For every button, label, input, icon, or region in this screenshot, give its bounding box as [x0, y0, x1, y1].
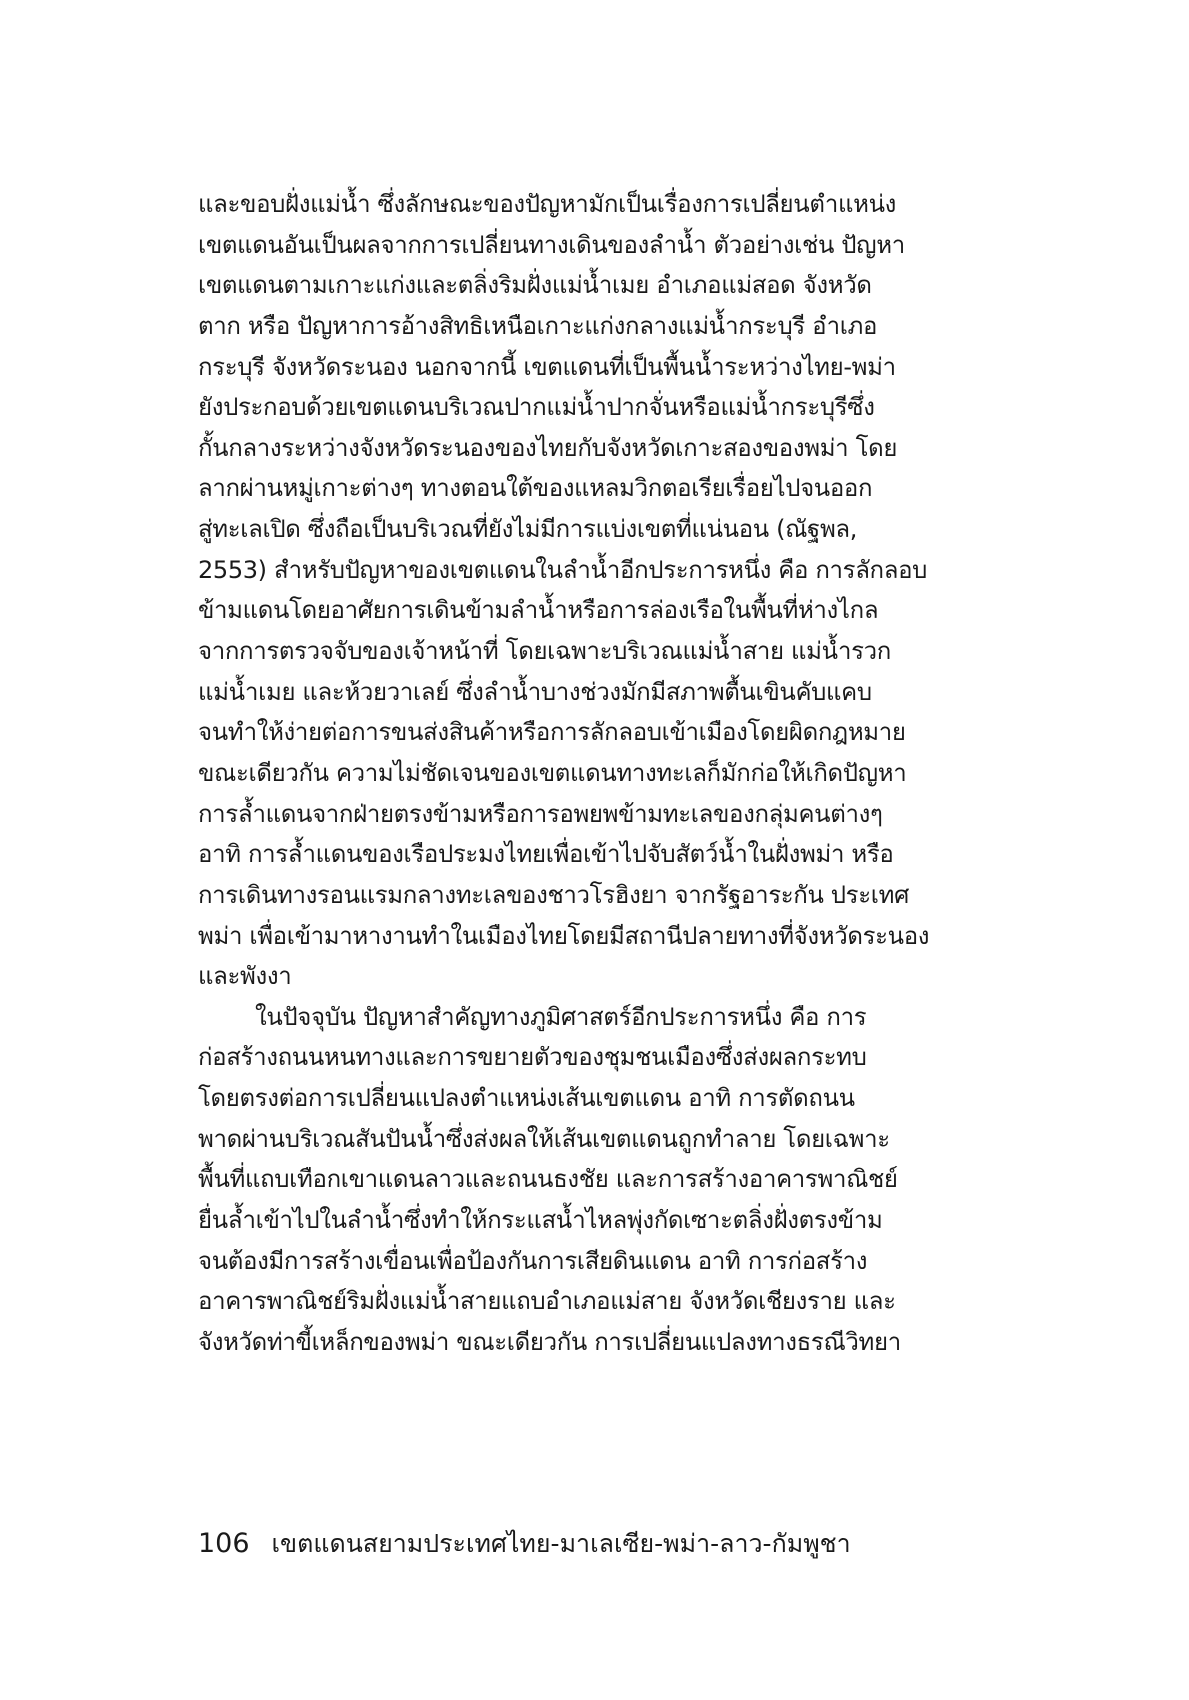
text-line: พาดผ่านบริเวณสันปันน้ำซึ่งส่งผลให้เส้นเขตแดนถูกทำลาย โดยเฉพาะ [198, 1124, 890, 1153]
text-line: การล้ำแดนจากฝ่ายตรงข้ามหรือการอพยพข้ามทะเลของกลุ่มคนต่างๆ [198, 799, 883, 828]
text-line: กั้นกลางระหว่างจังหวัดระนองของไทยกับจังหวัดเกาะสองของพม่า โดย [198, 433, 898, 462]
running-title: เขตแดนสยามประเทศไทย-มาเลเซีย-พม่า-ลาว-กัมพูชา [271, 1529, 851, 1558]
text-line: กระบุรี จังหวัดระนอง นอกจากนี้ เขตแดนที่เป็นพื้นน้ำระหว่างไทย-พม่า [198, 352, 896, 381]
text-line: จังหวัดท่าขี้เหล็กของพม่า ขณะเดียวกัน การเปลี่ยนแปลงทางธรณีวิทยา [198, 1327, 901, 1356]
text-line: และพังงา [198, 962, 292, 991]
text-line: การเดินทางรอนแรมกลางทะเลของชาวโรฮิงยา จากรัฐอาระกัน ประเทศ [198, 880, 909, 909]
text-line: ขณะเดียวกัน ความไม่ชัดเจนของเขตแดนทางทะเลก็มักก่อให้เกิดปัญหา [198, 758, 907, 787]
text-line: สู่ทะเลเปิด ซึ่งถือเป็นบริเวณที่ยังไม่มีการแบ่งเขตที่แน่นอน (ณัฐพล, [198, 515, 858, 544]
text-line: ตาก หรือ ปัญหาการอ้างสิทธิเหนือเกาะแก่งกลางแม่น้ำกระบุรี อำเภอ [198, 311, 878, 340]
text-line: อาทิ การล้ำแดนของเรือประมงไทยเพื่อเข้าไปจับสัตว์น้ำในฝั่งพม่า หรือ [198, 840, 894, 869]
text-line: อาคารพาณิชย์ริมฝั่งแม่น้ำสายแถบอำเภอแม่สาย จังหวัดเชียงราย และ [198, 1287, 896, 1316]
text-line: พื้นที่แถบเทือกเขาแดนลาวและถนนธงชัย และการสร้างอาคารพาณิชย์ [198, 1165, 898, 1194]
text-line: โดยตรงต่อการเปลี่ยนแปลงตำแหน่งเส้นเขตแดน อาทิ การตัดถนน [198, 1084, 855, 1113]
text-line: จนต้องมีการสร้างเขื่อนเพื่อป้องกันการเสียดินแดน อาทิ การก่อสร้าง [198, 1246, 868, 1275]
text-line: และขอบฝั่งแม่น้ำ ซึ่งลักษณะของปัญหามักเป็นเรื่องการเปลี่ยนตำแหน่ง [198, 190, 897, 218]
text-line: แม่น้ำเมย และห้วยวาเลย์ ซึ่งลำน้ำบางช่วงมักมีสภาพตื้นเขินคับแคบ [198, 677, 872, 706]
paragraph-first-line: ในปัจจุบัน ปัญหาสำคัญทางภูมิศาสตร์อีกประการหนึ่ง คือ การ [255, 1002, 867, 1031]
page-number: 106 [198, 1528, 250, 1559]
text-line: ข้ามแดนโดยอาศัยการเดินข้ามลำน้ำหรือการล่องเรือในพื้นที่ห่างไกล [198, 596, 879, 625]
text-line: ลากผ่านหมู่เกาะต่างๆ ทางตอนใต้ของแหลมวิกตอเรียเรื่อยไปจนออก [198, 474, 873, 503]
text-line: ยื่นล้ำเข้าไปในลำน้ำซึ่งทำให้กระแสน้ำไหลพุ่งกัดเซาะตลิ่งฝั่งตรงข้าม [198, 1206, 883, 1235]
text-line: ก่อสร้างถนนหนทางและการขยายตัวของชุมชนเมืองซึ่งส่งผลกระทบ [198, 1043, 867, 1072]
text-line: พม่า เพื่อเข้ามาหางานทำในเมืองไทยโดยมีสถานีปลายทางที่จังหวัดระนอง [198, 921, 930, 950]
text-line: 2553) สำหรับปัญหาของเขตแดนในลำน้ำอีกประการหนึ่ง คือ การลักลอบ [198, 555, 928, 584]
text-line: จากการตรวจจับของเจ้าหน้าที่ โดยเฉพาะบริเวณแม่น้ำสาย แม่น้ำรวก [198, 637, 891, 666]
text-line: ยังประกอบด้วยเขตแดนบริเวณปากแม่น้ำปากจั่นหรือแม่น้ำกระบุรีซึ่ง [198, 393, 875, 422]
text-line: เขตแดนอันเป็นผลจากการเปลี่ยนทางเดินของลำน้ำ ตัวอย่างเช่น ปัญหา [198, 230, 905, 259]
page-footer [198, 1524, 998, 1564]
body-text [198, 184, 964, 1363]
text-line: เขตแดนตามเกาะแก่งและตลิ่งริมฝั่งแม่น้ำเมย อำเภอแม่สอด จังหวัด [198, 271, 872, 300]
text-line: จนทำให้ง่ายต่อการขนส่งสินค้าหรือการลักลอบเข้าเมืองโดยผิดกฎหมาย [198, 718, 906, 747]
